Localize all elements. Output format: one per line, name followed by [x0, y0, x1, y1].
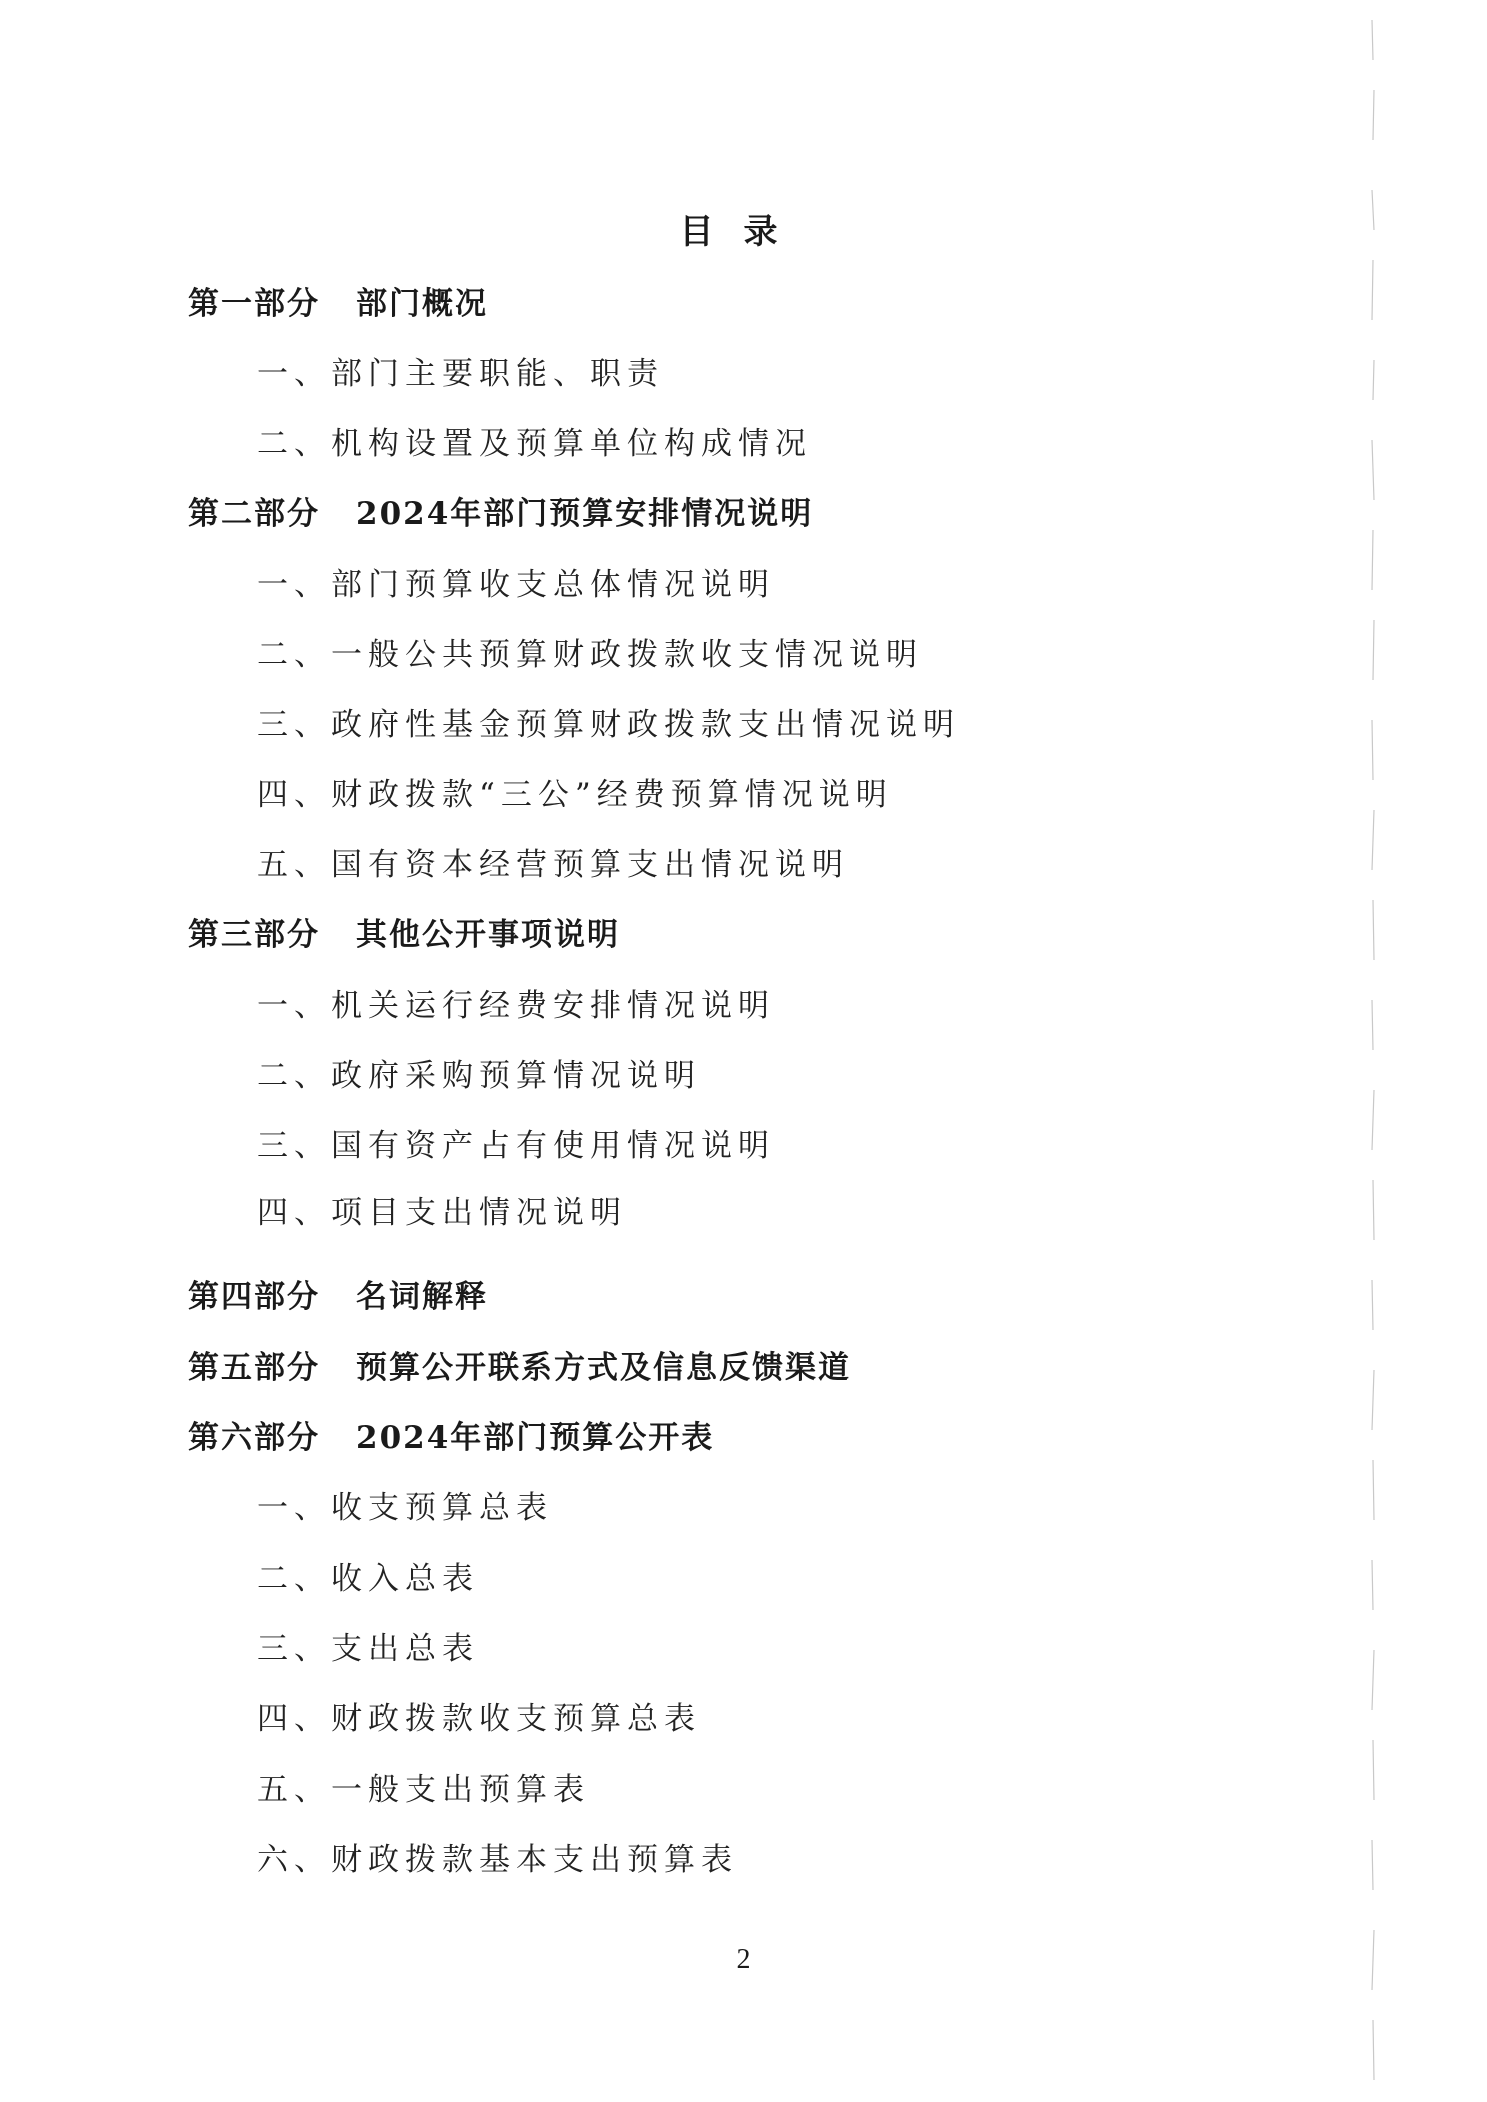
toc-item: 一、收支预算总表	[257, 1490, 553, 1526]
toc-item: 一、机关运行经费安排情况说明	[257, 988, 775, 1024]
toc-item: 一、部门预算收支总体情况说明	[257, 567, 775, 603]
toc-item: 一、部门主要职能、职责	[257, 356, 664, 392]
toc-item: 三、支出总表	[257, 1631, 479, 1667]
part-title: 其他公开事项说明	[356, 917, 620, 953]
toc-part-3	[188, 913, 620, 957]
toc-item: 二、政府采购预算情况说明	[257, 1058, 701, 1094]
toc-part-6	[188, 1416, 714, 1460]
toc-title: 目录	[679, 212, 808, 252]
part-title: 2024年部门预算公开表	[356, 1420, 715, 1456]
part-label: 第五部分	[188, 1350, 320, 1386]
toc-item: 二、机构设置及预算单位构成情况	[257, 426, 812, 462]
toc-item: 六、财政拨款基本支出预算表	[257, 1842, 738, 1878]
part-label: 第三部分	[188, 917, 320, 953]
toc-item: 五、国有资本经营预算支出情况说明	[257, 847, 849, 883]
part-label: 第一部分	[188, 286, 320, 322]
page-number: 2	[736, 1944, 751, 1975]
toc-item: 二、一般公共预算财政拨款收支情况说明	[257, 637, 923, 673]
part-title: 部门概况	[356, 286, 488, 322]
toc-item: 四、财政拨款收支预算总表	[257, 1701, 701, 1737]
toc-item: 三、政府性基金预算财政拨款支出情况说明	[257, 707, 960, 743]
part-label: 第二部分	[188, 496, 320, 532]
toc-item: 二、收入总表	[257, 1561, 479, 1597]
part-label: 第四部分	[188, 1279, 320, 1315]
toc-item: 四、财政拨款“三公”经费预算情况说明	[257, 777, 893, 813]
toc-part-5	[188, 1346, 851, 1390]
toc-part-2	[188, 492, 813, 536]
part-title: 名词解释	[356, 1279, 488, 1315]
toc-item: 五、一般支出预算表	[257, 1772, 590, 1808]
part-title: 预算公开联系方式及信息反馈渠道	[356, 1350, 851, 1386]
toc-item: 三、国有资产占有使用情况说明	[257, 1128, 775, 1164]
toc-item: 四、项目支出情况说明	[257, 1195, 627, 1231]
part-label: 第六部分	[188, 1420, 320, 1456]
toc-part-1	[188, 282, 488, 326]
part-title: 2024年部门预算安排情况说明	[356, 496, 814, 532]
toc-part-4	[188, 1275, 488, 1319]
scan-edge-artifact	[1362, 0, 1386, 2102]
